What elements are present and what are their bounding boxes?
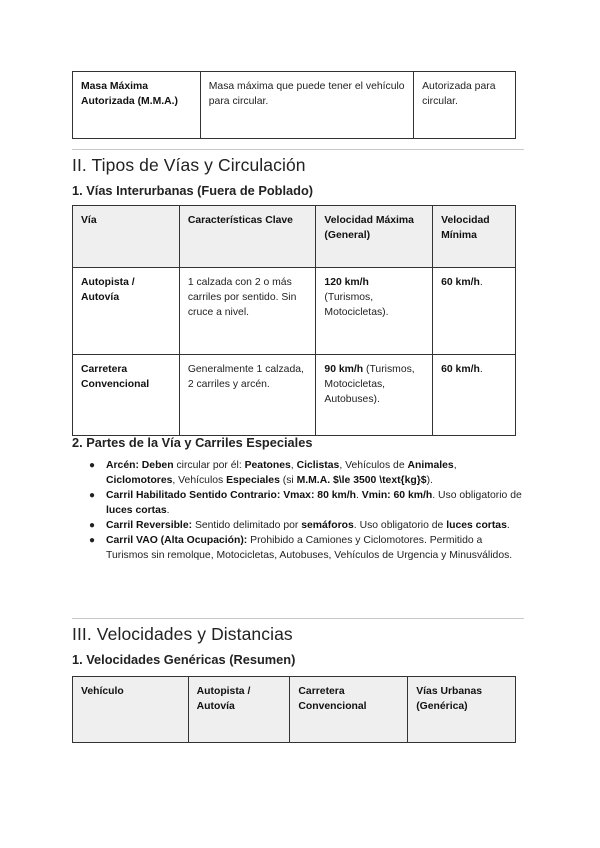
- list-item: [72, 488, 524, 518]
- table-row: [73, 72, 516, 139]
- table-row: [73, 355, 516, 436]
- list-item: [72, 533, 524, 563]
- table-header-row: [73, 677, 516, 743]
- subsection-interurbanas-heading: 1. Vías Interurbanas (Fuera de Poblado): [72, 183, 314, 198]
- divider: [72, 149, 524, 150]
- text-run: ).: [426, 475, 433, 486]
- bullet-icon: ●: [89, 520, 96, 531]
- column-header: Vehículo: [73, 677, 189, 743]
- velocidades-table: [72, 676, 516, 743]
- text-run: (si: [279, 475, 297, 486]
- column-header: Velocidad Máxima (General): [316, 206, 433, 268]
- list-item: [72, 458, 524, 488]
- mma-term-cell: Masa Máxima Autorizada (M.M.A.): [73, 72, 201, 139]
- section-3-heading: III. Velocidades y Distancias: [72, 624, 293, 644]
- vmin-suffix: .: [479, 277, 483, 288]
- bold-term: semáforos: [301, 520, 354, 531]
- vmin-cell: [433, 268, 516, 355]
- vmax-detail: (Turismos, Motocicletas, Autobuses).: [324, 364, 415, 405]
- column-header: Velocidad Mínima: [433, 206, 516, 268]
- via-cell: Carretera Convencional: [73, 355, 180, 436]
- via-cell: Autopista / Autovía: [73, 268, 180, 355]
- text-run: , Vehículos de: [339, 460, 408, 471]
- bullet-icon: ●: [89, 490, 96, 501]
- vmin-value: 60 km/h: [441, 364, 480, 375]
- bold-term: Peatones: [244, 460, 291, 471]
- bold-term: Ciclistas: [296, 460, 340, 471]
- column-header: Características Clave: [179, 206, 316, 268]
- text-run: ,: [453, 460, 457, 471]
- vmax-value: 120 km/h: [324, 277, 369, 288]
- reversible-label: Carril Reversible:: [106, 520, 193, 531]
- bold-term: Especiales: [226, 475, 280, 486]
- habilitado-label: Carril Habilitado Sentido Contrario: Vmax: 80 km/h: [106, 490, 356, 501]
- vmin-suffix: .: [479, 364, 483, 375]
- mma-note-cell: Autorizada para circular.: [414, 72, 516, 139]
- text-run: Prohibido a Camiones y Ciclomotores. Permitido a Turismos sin remolque, Motocicletas, Autobuses, Vehículos de Urgencia y Minusválidos.: [106, 535, 513, 561]
- subsection-partes-heading: 2. Partes de la Vía y Carriles Especiales: [72, 435, 313, 450]
- vao-label: Carril VAO (Alta Ocupación):: [106, 535, 248, 546]
- text-run: .: [356, 490, 362, 501]
- bold-term: Animales: [407, 460, 454, 471]
- bold-term: Vmin: 60 km/h: [361, 490, 433, 501]
- bold-term: M.M.A. $\le 3500 \text{kg}$: [296, 475, 427, 486]
- vmax-detail: (Turismos, Motocicletas).: [324, 292, 389, 318]
- text-run: . Uso obligatorio de: [353, 520, 447, 531]
- bold-term: luces cortas: [106, 505, 167, 516]
- divider: [72, 618, 524, 619]
- column-header: Vías Urbanas (Genérica): [408, 677, 516, 743]
- column-header: Vía: [73, 206, 180, 268]
- text-run: . Uso obligatorio de: [432, 490, 522, 501]
- bold-term: Ciclomotores: [106, 475, 173, 486]
- mma-table: [72, 71, 516, 139]
- list-item: [72, 518, 524, 533]
- caracteristicas-cell: 1 calzada con 2 o más carriles por sentido. Sin cruce a nivel.: [179, 268, 316, 355]
- caracteristicas-cell: Generalmente 1 calzada, 2 carriles y arcén.: [179, 355, 316, 436]
- vmax-cell: [316, 268, 433, 355]
- section-2-heading: II. Tipos de Vías y Circulación: [72, 155, 306, 175]
- vias-interurbanas-table: [72, 205, 516, 436]
- arcen-label: Arcén: Deben: [106, 460, 174, 471]
- carriles-list: [72, 458, 524, 563]
- table-row: [73, 268, 516, 355]
- vmax-cell: [316, 355, 433, 436]
- column-header: Autopista / Autovía: [188, 677, 290, 743]
- text-run: circular por él:: [173, 460, 245, 471]
- text-run: .: [506, 520, 510, 531]
- vmin-cell: [433, 355, 516, 436]
- vmax-value: 90 km/h: [324, 364, 364, 375]
- text-run: ,: [290, 460, 297, 471]
- subsection-velocidades-heading: 1. Velocidades Genéricas (Resumen): [72, 652, 296, 667]
- vmin-value: 60 km/h: [441, 277, 480, 288]
- table-header-row: [73, 206, 516, 268]
- bullet-icon: ●: [89, 460, 96, 471]
- text-run: .: [166, 505, 170, 516]
- text-run: Sentido delimitado por: [192, 520, 302, 531]
- text-run: , Vehículos: [172, 475, 227, 486]
- column-header: Carretera Convencional: [290, 677, 408, 743]
- mma-definition-cell: Masa máxima que puede tener el vehículo para circular.: [200, 72, 413, 139]
- bold-term: luces cortas: [446, 520, 507, 531]
- bullet-icon: ●: [89, 535, 96, 546]
